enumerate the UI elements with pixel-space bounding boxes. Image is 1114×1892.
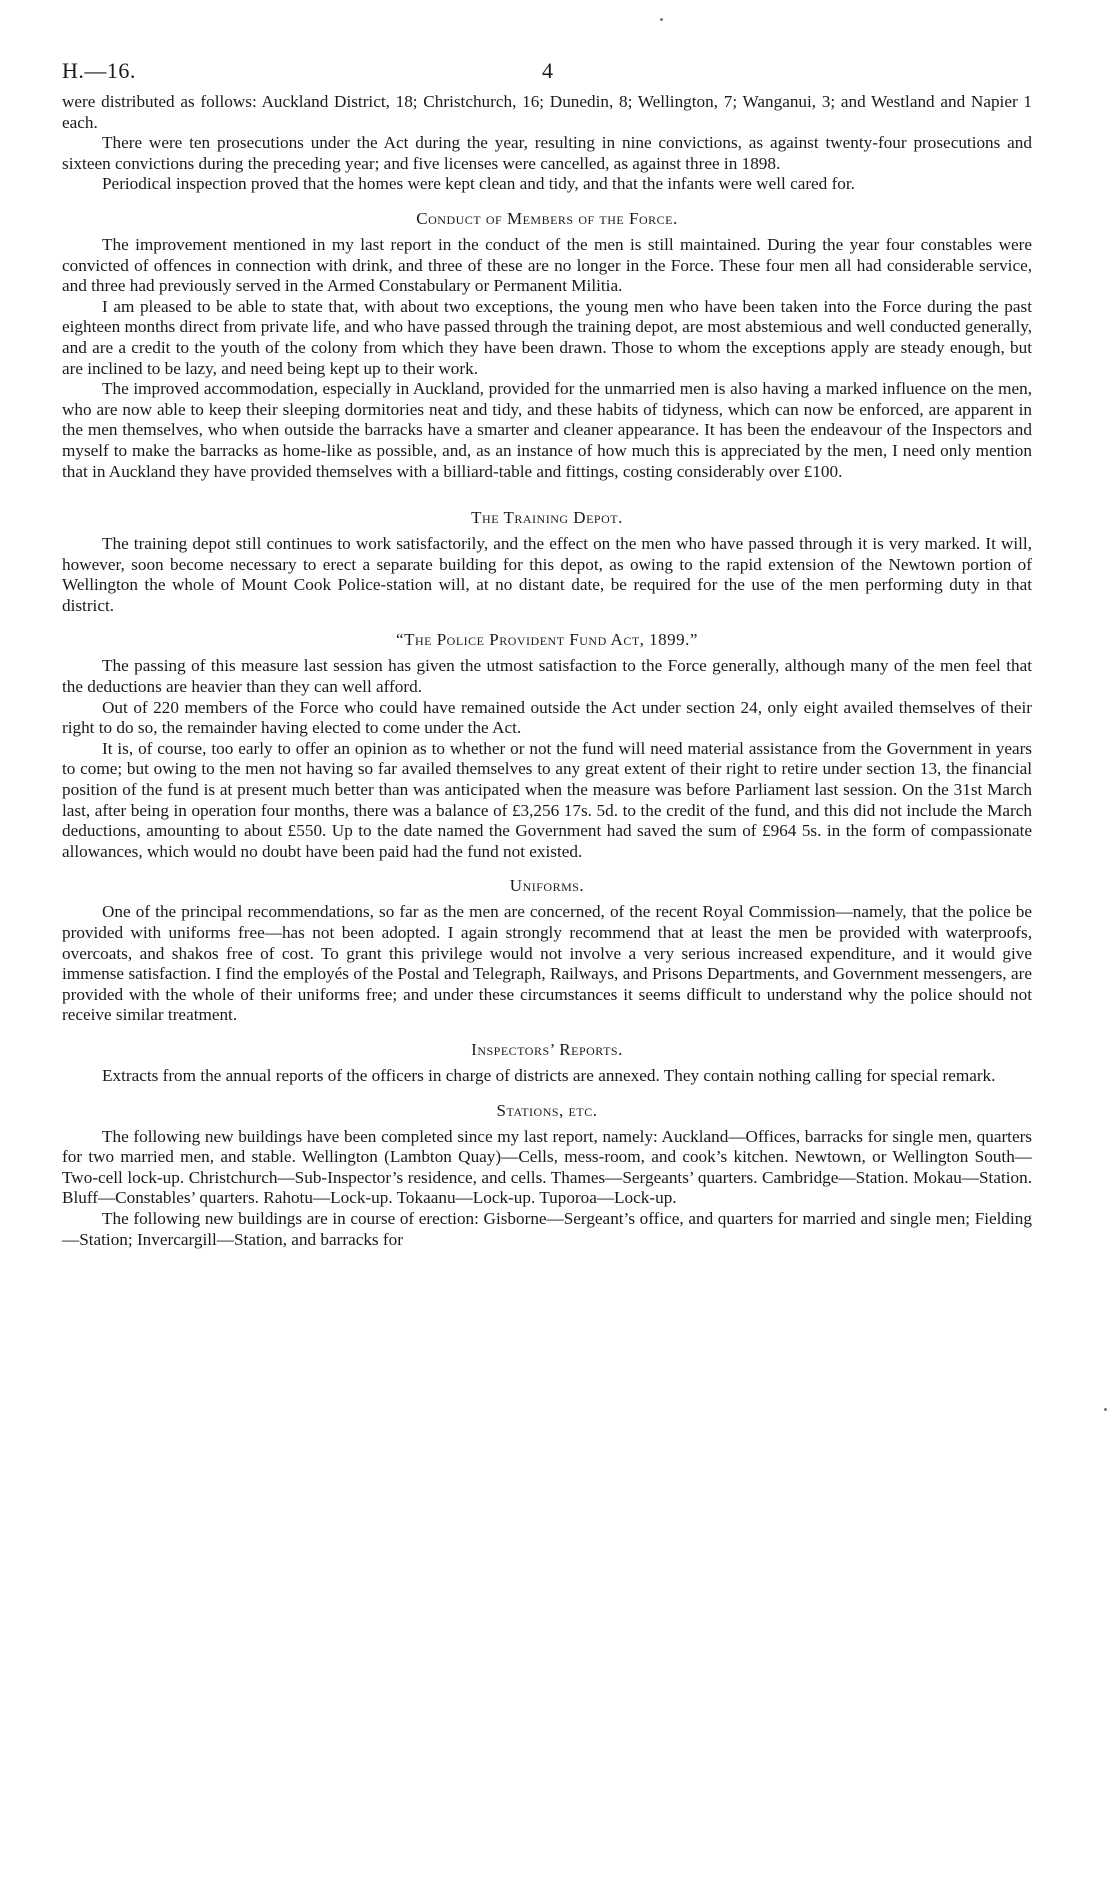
section-heading: Inspectors’ Reports. xyxy=(471,1039,623,1059)
document-page xyxy=(62,58,1032,1250)
paragraph: The improved accommodation, especially in Auckland, provided for the unmarried men is also having a marked influence on the men, who are now able to keep their sleeping dormitories neat and tidy, and these habits of tidyness, which can now be enforced, are apparent in the men themselves, who when outside the barracks have a smarter and cleaner appearance. It has been the endeavour of the Inspectors and myself to make the barracks as home-like as possible, and, as an instance of how much this is appreciated by the men, I need only mention that in Auckland they have provided themselves with a billiard-table and fittings, costing considerably over £100. xyxy=(62,379,1032,481)
page-number: 4 xyxy=(542,58,553,83)
section-heading: Conduct of Members of the Force. xyxy=(416,208,678,228)
paragraph: I am pleased to be able to state that, with about two exceptions, the young men who have been taken into the Force during the past eighteen months direct from private life, and who have passed through the training depot, are most abstemious and well conducted generally, and are a credit to the youth of the colony from which they have been drawn. Those to whom the exceptions apply are steady enough, but are inclined to be lazy, and need being kept up to their work. xyxy=(62,296,1032,378)
section-conduct xyxy=(62,209,1032,482)
paragraph: were distributed as follows: Auckland District, 18; Christchurch, 16; Dunedin, 8; Wellington, 7; Wanganui, 3; and Westland and Napier 1 each. xyxy=(62,92,1032,132)
section-heading: Uniforms. xyxy=(509,876,585,896)
section-provident-fund xyxy=(62,630,1032,862)
page-header xyxy=(62,58,1032,92)
paragraph: The following new buildings are in course of erection: Gisborne—Sergeant’s office, and quarters for married and single men; Fielding—Station; Invercargill—Station, and barracks for xyxy=(62,1208,1032,1249)
scan-speck xyxy=(660,18,663,21)
section-heading: “The Police Provident Fund Act, 1899.” xyxy=(396,630,698,650)
scan-speck xyxy=(1104,1408,1107,1411)
paragraph: Periodical inspection proved that the homes were kept clean and tidy, and that the infants were well cared for. xyxy=(102,174,855,194)
paragraph: There were ten prosecutions under the Act during the year, resulting in nine convictions, as against twenty-four prosecutions and sixteen convictions during the preceding year; and five licenses were cancelled, as against three in 1898. xyxy=(62,133,1032,173)
section-heading: Stations, etc. xyxy=(496,1100,598,1120)
paragraph: One of the principal recommendations, so far as the men are concerned, of the recent Royal Commission—namely, that the police be provided with uniforms free—has not been adopted. I again strongly recommend that at least the men be provided with waterproofs, overcoats, and shakos free of cost. To grant this privilege would not involve a very serious increased expenditure, and it would give immense satisfaction. I find the employés of the Postal and Telegraph, Railways, and Prisons Departments, and Government messengers, are provided with the whole of their uniforms free; and under these circumstances it seems difficult to understand why the police should not receive similar treatment. xyxy=(62,902,1032,1025)
paragraph: The improvement mentioned in my last report in the conduct of the men is still maintained. During the year four constables were convicted of offences in connection with drink, and three of these are no longer in the Force. These four men all had considerable service, and three had previously served in the Armed Constabulary or Permanent Militia. xyxy=(62,234,1032,296)
paragraph: The passing of this measure last session has given the utmost satisfaction to the Force generally, although many of the men feel that the deductions are heavier than they can well afford. xyxy=(62,656,1032,697)
section-training-depot xyxy=(62,508,1032,616)
paragraph: The following new buildings have been completed since my last report, namely: Auckland—Offices, barracks for single men, quarters for two married men, and stable. Wellington (Lambton Quay)—Cells, mess-room, and cook’s kitchen. Newtown, or Wellington South—Two-cell lock-up. Christchurch—Sub-Inspector’s residence, and cells. Thames—Sergeants’ quarters. Cambridge—Station. Mokau—Station. Bluff—Constables’ quarters. Rahotu—Lock-up. Tokaanu—Lock-up. Tuporoa—Lock-up. xyxy=(62,1126,1032,1208)
section-stations xyxy=(62,1101,1032,1251)
section-uniforms xyxy=(62,876,1032,1026)
paragraph: The training depot still continues to work satisfactorily, and the effect on the men who have passed through it is very marked. It will, however, soon become necessary to erect a separate building for this depot, as owing to the rapid extension of the Newtown portion of Wellington the whole of Mount Cook Police-station will, at no distant date, be required for the use of the men performing duty in that district. xyxy=(62,534,1032,615)
section-heading: The Training Depot. xyxy=(471,508,623,528)
document-reference: H.—16. xyxy=(62,58,136,83)
section-inspectors-reports xyxy=(62,1040,1032,1087)
paragraph: Out of 220 members of the Force who could have remained outside the Act under section 24, only eight availed themselves of their right to do so, the remainder having elected to come under the Act. xyxy=(62,697,1032,738)
section-continuation xyxy=(62,92,1032,195)
paragraph: Extracts from the annual reports of the officers in charge of districts are annexed. They contain nothing calling for special remark. xyxy=(102,1065,996,1085)
paragraph: It is, of course, too early to offer an opinion as to whether or not the fund will need material assistance from the Government in years to come; but owing to the men not having so far availed themselves to any great extent of their right to retire under section 13, the financial position of the fund is at present much better than was anticipated when the measure was before Parliament last session. On the 31st March last, after being in operation four months, there was a balance of £3,256 17s. 5d. to the credit of the fund, and this did not include the March deductions, amounting to about £550. Up to the date named the Government had saved the sum of £964 5s. in the form of compassionate allowances, which would no doubt have been paid had the fund not existed. xyxy=(62,738,1032,861)
